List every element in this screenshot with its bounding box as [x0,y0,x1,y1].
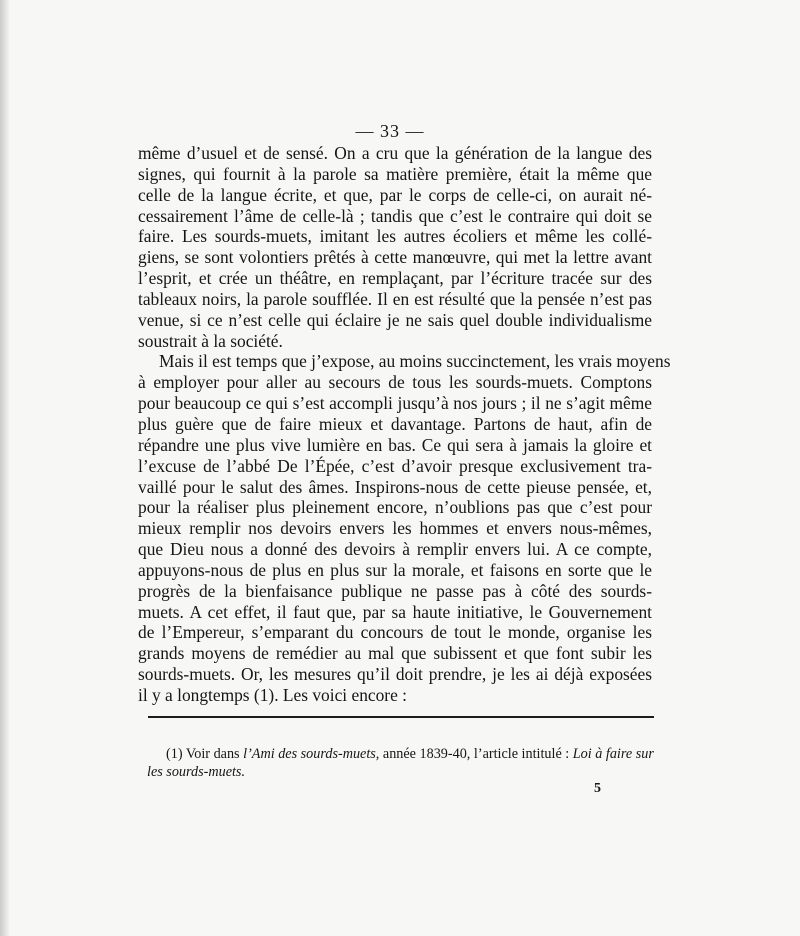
text-line: faire. Les sourds-muets, imitant les autres écoliers et même les collé- [138,226,652,247]
text-line: venue, si ce n’est celle qui éclaire je ne sais quel double individualisme [138,309,652,330]
footnote [147,745,654,781]
text-line: giens, se sont volontiers prêtés à cette manœuvre, qui met la lettre avant [138,247,652,268]
text-line: appuyons-nous de plus en plus sur la morale, et faisons en sorte que le [138,559,652,580]
footnote-article-title: les sourds-muets. [147,764,245,780]
text-line: vaillé pour le salut des âmes. Inspirons-nous de cette pieuse pensée, et, [138,476,652,497]
text-line: celle de la langue écrite, et que, par le corps de celle-ci, on aurait né- [138,184,652,205]
text-line: à employer pour aller au secours de tous les sourds-muets. Comptons [138,372,652,393]
text-line: tableaux noirs, la parole soufflée. Il en est résulté que la pensée n’est pas [138,288,652,309]
text-line: soustrait à la société. [138,330,283,351]
text-line: répandre une plus vive lumière en bas. Ce qui sera à jamais la gloire et [138,434,652,455]
text-line: Mais il est temps que j’expose, au moins succinctement, les vrais moyens [159,351,671,372]
text-line: signes, qui fournit à la parole sa matière première, était la même que [138,163,652,184]
footnote-line [166,745,654,763]
text-line: que Dieu nous a donné des devoirs à remplir envers lui. A ce compte, [138,539,652,560]
page-number: — 33 — [355,121,425,141]
footnote-separator-rule [148,716,654,718]
footnote-text: Voir dans [185,746,240,762]
text-line: progrès de la bienfaisance publique ne passe pas à côté des sourds- [138,580,652,601]
footnote-article-title: Loi à faire sur [572,746,654,762]
paragraph-2 [138,351,671,705]
text-line: cessairement l’âme de celle-là ; tandis que c’est le contraire qui doit se [138,205,652,226]
text-line: l’esprit, et crée un théâtre, en remplaçant, par l’écriture tracée sur des [138,268,652,289]
text-line: l’excuse de l’abbé De l’Épée, c’est d’avoir presque exclusivement tra- [138,455,652,476]
text-line: de l’Empereur, s’emparant du concours de tout le monde, organise les [138,622,652,643]
footnote-marker: (1) [166,746,183,762]
text-line: sourds-muets. Or, les mesures qu’il doit prendre, je les ai déjà exposées [138,664,652,685]
text-line: muets. A cet effet, il faut que, par sa haute initiative, le Gouvernement [138,601,652,622]
text-line: même d’usuel et de sensé. On a cru que la génération de la langue des [138,143,652,163]
main-text [138,143,671,706]
footnote-line [147,763,654,781]
text-line: pour la réaliser plus pleinement encore, n’oublions pas que c’est pour [138,497,652,518]
text-line: pour beaucoup ce qui s’est accompli jusqu’à nos jours ; il ne s’agit même [138,393,652,414]
text-line: grands moyens de remédier au mal que subissent et que font subir les [138,643,652,664]
text-line: mieux remplir nos devoirs envers les hommes et envers nous-mêmes, [138,518,652,539]
text-line: il y a longtemps (1). Les voici encore : [138,684,407,705]
printer-signature-mark: 5 [594,781,601,796]
text-line: plus guère que de faire mieux et davantage. Partons de haut, afin de [138,413,652,434]
paragraph-1 [138,143,652,351]
footnote-text: année 1839-40, l’article intitulé : [382,746,570,762]
footnote-journal-title: l’Ami des sourds-muets, [243,746,380,762]
